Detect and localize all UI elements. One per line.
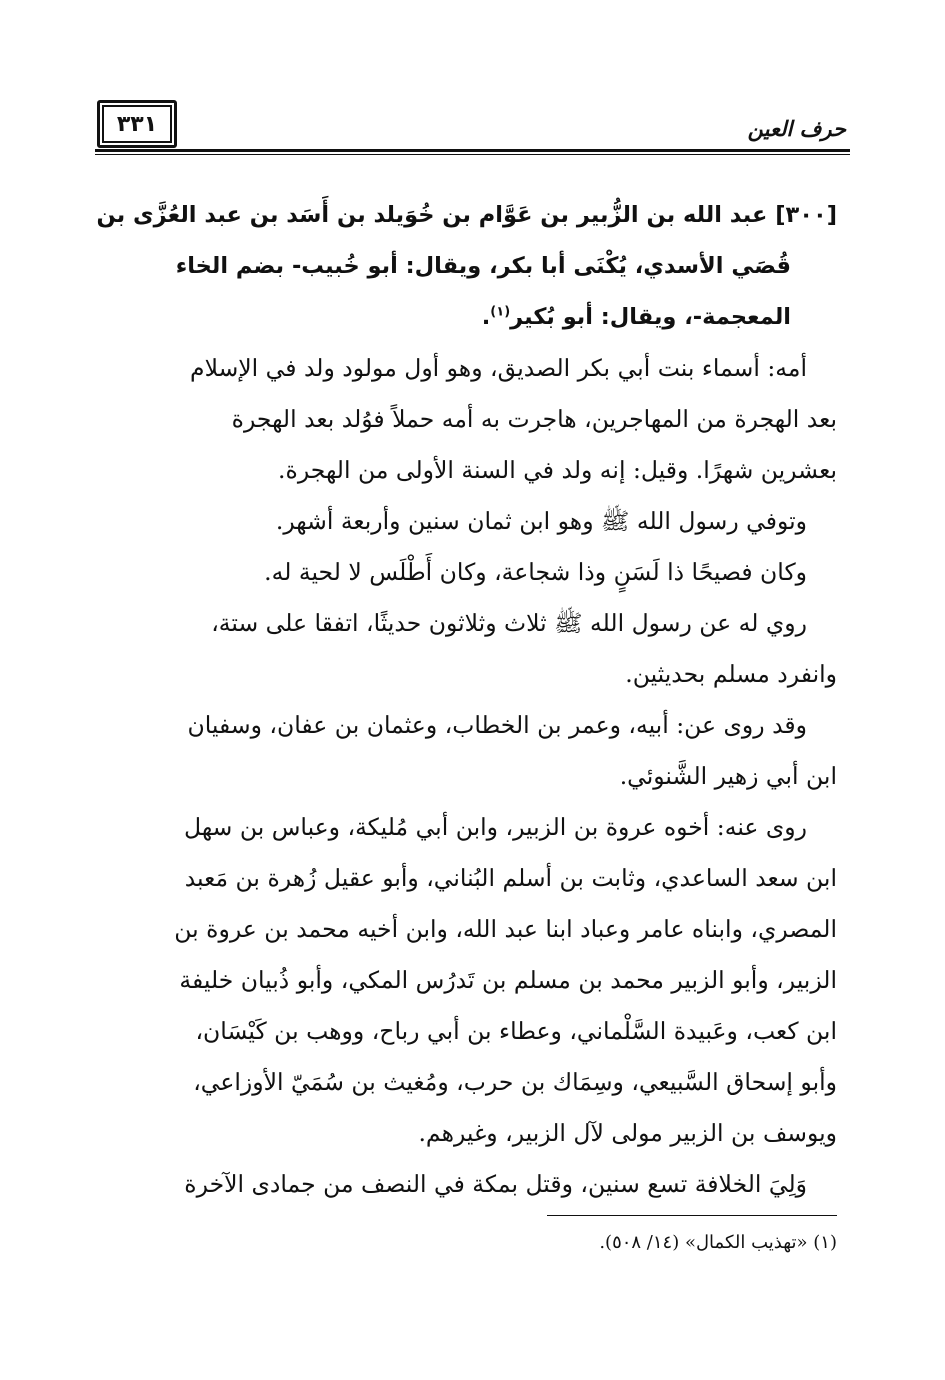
paragraph-line: وقد روى عن: أبيه، وعمر بن الخطاب، وعثمان بن عفان، وسفيان — [187, 711, 807, 739]
entry-heading-text-3: المعجمة-، ويقال: أبو بُكير — [510, 304, 791, 330]
paragraph-line: روي له عن رسول الله ﷺ ثلاث وثلاثون حديثًا، اتفقا على ستة، — [211, 609, 807, 637]
paragraph-line: وتوفي رسول الله ﷺ وهو ابن ثمان سنين وأربعة أشهر. — [275, 507, 807, 535]
paragraph-line: أمه: أسماء بنت أبي بكر الصديق، وهو أول مولود ولد في الإسلام — [190, 354, 807, 382]
paragraph — [96, 547, 837, 598]
entry-heading-line-3 — [96, 292, 837, 343]
paragraph-line: بعشرين شهرًا. وقيل: إنه ولد في السنة الأولى من الهجرة. — [278, 456, 837, 484]
paragraph-line: بعد الهجرة من المهاجرين، هاجرت به أمه حملاً فوُلد بعد الهجرة — [231, 405, 837, 433]
header-rule — [95, 149, 850, 152]
entry-heading-end: . — [481, 304, 491, 330]
page-number: ٣٣١ — [97, 100, 177, 148]
running-title: حرف العين — [747, 116, 846, 141]
paragraph-line: وأبو إسحاق السَّبيعي، وسِمَاك بن حرب، ومُغيث بن سُمَيّ الأوزاعي، — [193, 1068, 837, 1096]
paragraph-line: المصري، وابناه عامر وعباد ابنا عبد الله، وابن أخيه محمد بن عروة بن — [174, 915, 837, 943]
paragraph-line: ابن أبي زهير الشَّنوئي. — [619, 762, 837, 790]
footnote: (١) «تهذيب الكمال» (١٤/ ٥٠٨). — [599, 1232, 837, 1253]
paragraph-line: وانفرد مسلم بحديثين. — [625, 660, 837, 688]
paragraph — [96, 343, 837, 496]
paragraph — [96, 598, 837, 700]
entry-heading-text-1: عبد الله بن الزُّبير بن عَوَّام بن خُوَيلد بن أَسَد بن عبد العُزَّى بن — [96, 202, 768, 228]
page-header — [95, 98, 850, 158]
paragraph-line: ويوسف بن الزبير مولى لآل الزبير، وغيرهم. — [418, 1119, 837, 1147]
paragraph-line: روى عنه: أخوه عروة بن الزبير، وابن أبي مُليكة، وعباس بن سهل — [184, 813, 807, 841]
paragraph — [96, 1159, 837, 1210]
paragraph-list — [96, 343, 837, 1210]
footnote-reference: (١) — [490, 304, 511, 320]
entry-heading — [96, 190, 837, 343]
entry-number: [٣٠٠] — [775, 202, 837, 228]
paragraph-line: الزبير، وأبو الزبير محمد بن مسلم بن تَدرُس المكي، وأبو ذُبيان خليفة — [179, 966, 837, 994]
paragraph — [96, 700, 837, 802]
paragraph-line: ابن سعد الساعدي، وثابت بن أسلم البُناني، وأبو عقيل زُهرة بن مَعبد — [184, 864, 837, 892]
main-text — [96, 190, 837, 1210]
paragraph-line: وَلِيَ الخلافة تسع سنين، وقتل بمكة في النصف من جمادى الآخرة — [184, 1170, 807, 1198]
paragraph-line: ابن كعب، وعَبيدة السَّلْماني، وعطاء بن أبي رباح، ووهب بن كَيْسَان، — [195, 1017, 837, 1045]
paragraph — [96, 802, 837, 1159]
footnote-separator — [547, 1215, 837, 1216]
entry-heading-line-1 — [96, 190, 837, 241]
header-rule-thin — [95, 154, 850, 155]
paragraph-line: وكان فصيحًا ذا لَسَنٍ وذا شجاعة، وكان أَطْلَس لا لحية له. — [264, 558, 807, 586]
paragraph — [96, 496, 837, 547]
entry-heading-line-2: قُصَي الأسدي، يُكْنَى أبا بكر، ويقال: أبو خُبيب- بضم الخاء — [175, 253, 791, 279]
